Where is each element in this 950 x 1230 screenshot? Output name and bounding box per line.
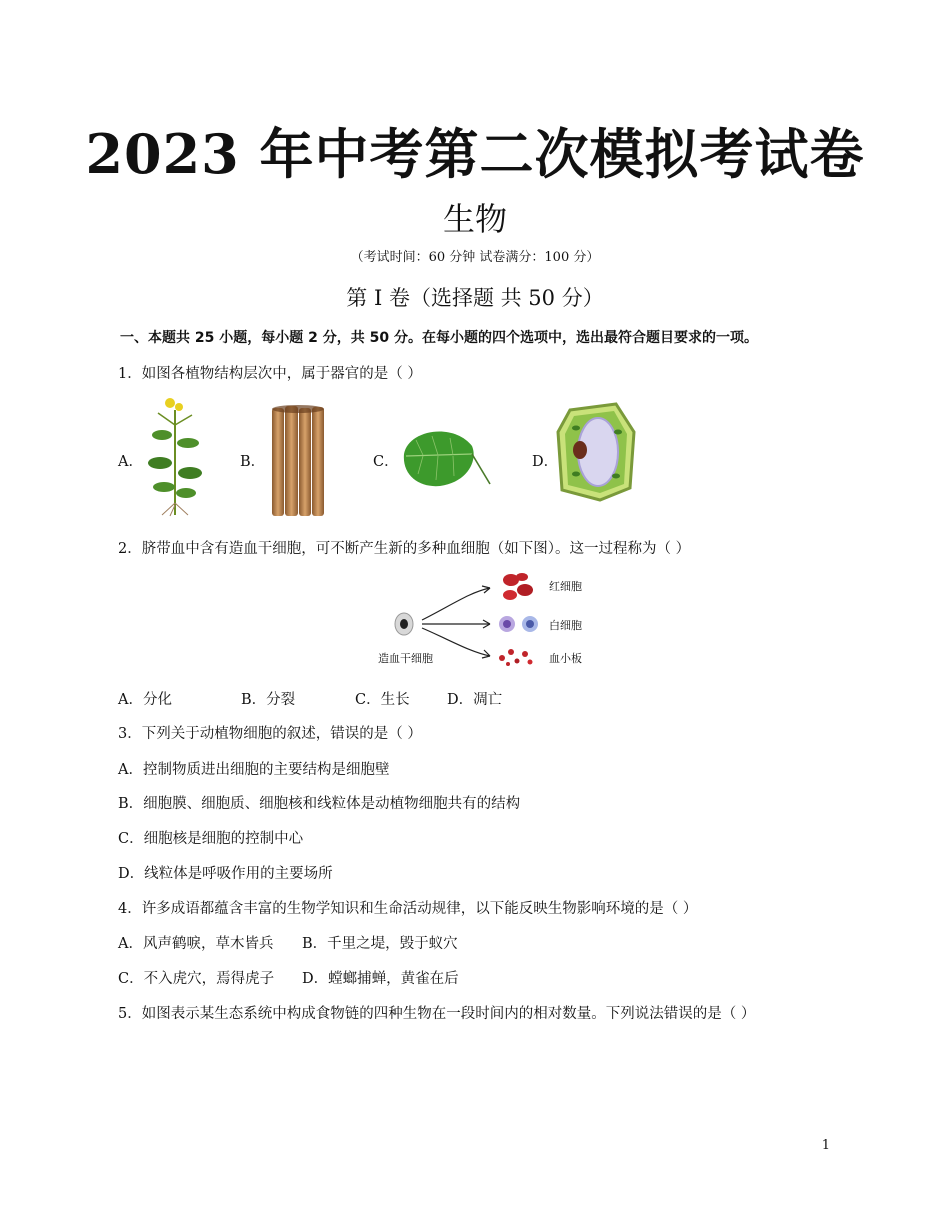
platelets-icon [499, 649, 533, 666]
q3-option-b: B．细胞膜、细胞质、细胞核和线粒体是动植物细胞共有的结构 [118, 796, 521, 812]
red-blood-cells-icon [503, 573, 533, 600]
rapeseed-plant-image [140, 395, 210, 517]
q2-option-c: C．生长 [355, 692, 410, 708]
q2-option-a: A．分化 [118, 692, 172, 708]
q3-option-d: D．线粒体是呼吸作用的主要场所 [118, 866, 333, 882]
section-head: 一、本题共 25 小题，每小题 2 分，共 50 分。在每小题的四个选项中，选出最符合题目要求的一项。 [120, 330, 758, 346]
q1-option-d-label: D． [532, 454, 559, 470]
exam-info: （考试时间：60 分钟 试卷满分：100 分） [350, 250, 600, 265]
white-blood-cell-label: 白细胞 [549, 619, 582, 632]
q4-option-b: B．千里之堤，毁于蚁穴 [302, 936, 458, 952]
question-3-stem: 3．下列关于动植物细胞的叙述，错误的是（ ） [118, 726, 422, 742]
q4-option-d: D．螳螂捕蝉，黄雀在后 [302, 971, 459, 987]
plant-cell-image [556, 402, 636, 502]
q1-option-a-label: A． [118, 454, 143, 470]
q2-option-b: B．分裂 [241, 692, 296, 708]
stem-cell-label: 造血干细胞 [378, 652, 433, 665]
question-4-stem: 4．许多成语都蕴含丰富的生物学知识和生命活动规律，以下能反映生物影响环境的是（ ） [118, 901, 698, 917]
question-2-stem: 2．脐带血中含有造血干细胞，可不断产生新的多种血细胞（如下图）。这一过程称为（ ） [118, 541, 691, 557]
leaf-image [398, 424, 494, 492]
q3-option-c: C．细胞核是细胞的控制中心 [118, 831, 304, 847]
q1-option-c-label: C． [373, 454, 399, 470]
platelet-label: 血小板 [549, 652, 582, 665]
question-1-stem: 1．如图各植物结构层次中，属于器官的是（ ） [118, 366, 422, 382]
q4-option-c: C．不入虎穴，焉得虎子 [118, 971, 275, 987]
subject-title: 生物 [442, 200, 507, 238]
part-title: 第 I 卷（选择题 共 50 分） [346, 286, 604, 310]
page-title: 2023 年中考第二次模拟考试卷 [85, 122, 865, 186]
q2-option-d: D．凋亡 [447, 692, 503, 708]
white-blood-cells-icon [499, 616, 538, 632]
page-number: 1 [821, 1138, 830, 1153]
q3-option-a: A．控制物质进出细胞的主要结构是细胞壁 [118, 762, 390, 778]
q4-option-a: A．风声鹤唳，草木皆兵 [118, 936, 274, 952]
question-5-stem: 5．如图表示某生态系统中构成食物链的四种生物在一段时间内的相对数量。下列说法错误的是（ ） [118, 1006, 756, 1022]
xylem-vessel-tissue-image [270, 404, 326, 518]
red-blood-cell-label: 红细胞 [549, 580, 582, 593]
q1-option-b-label: B． [240, 454, 266, 470]
